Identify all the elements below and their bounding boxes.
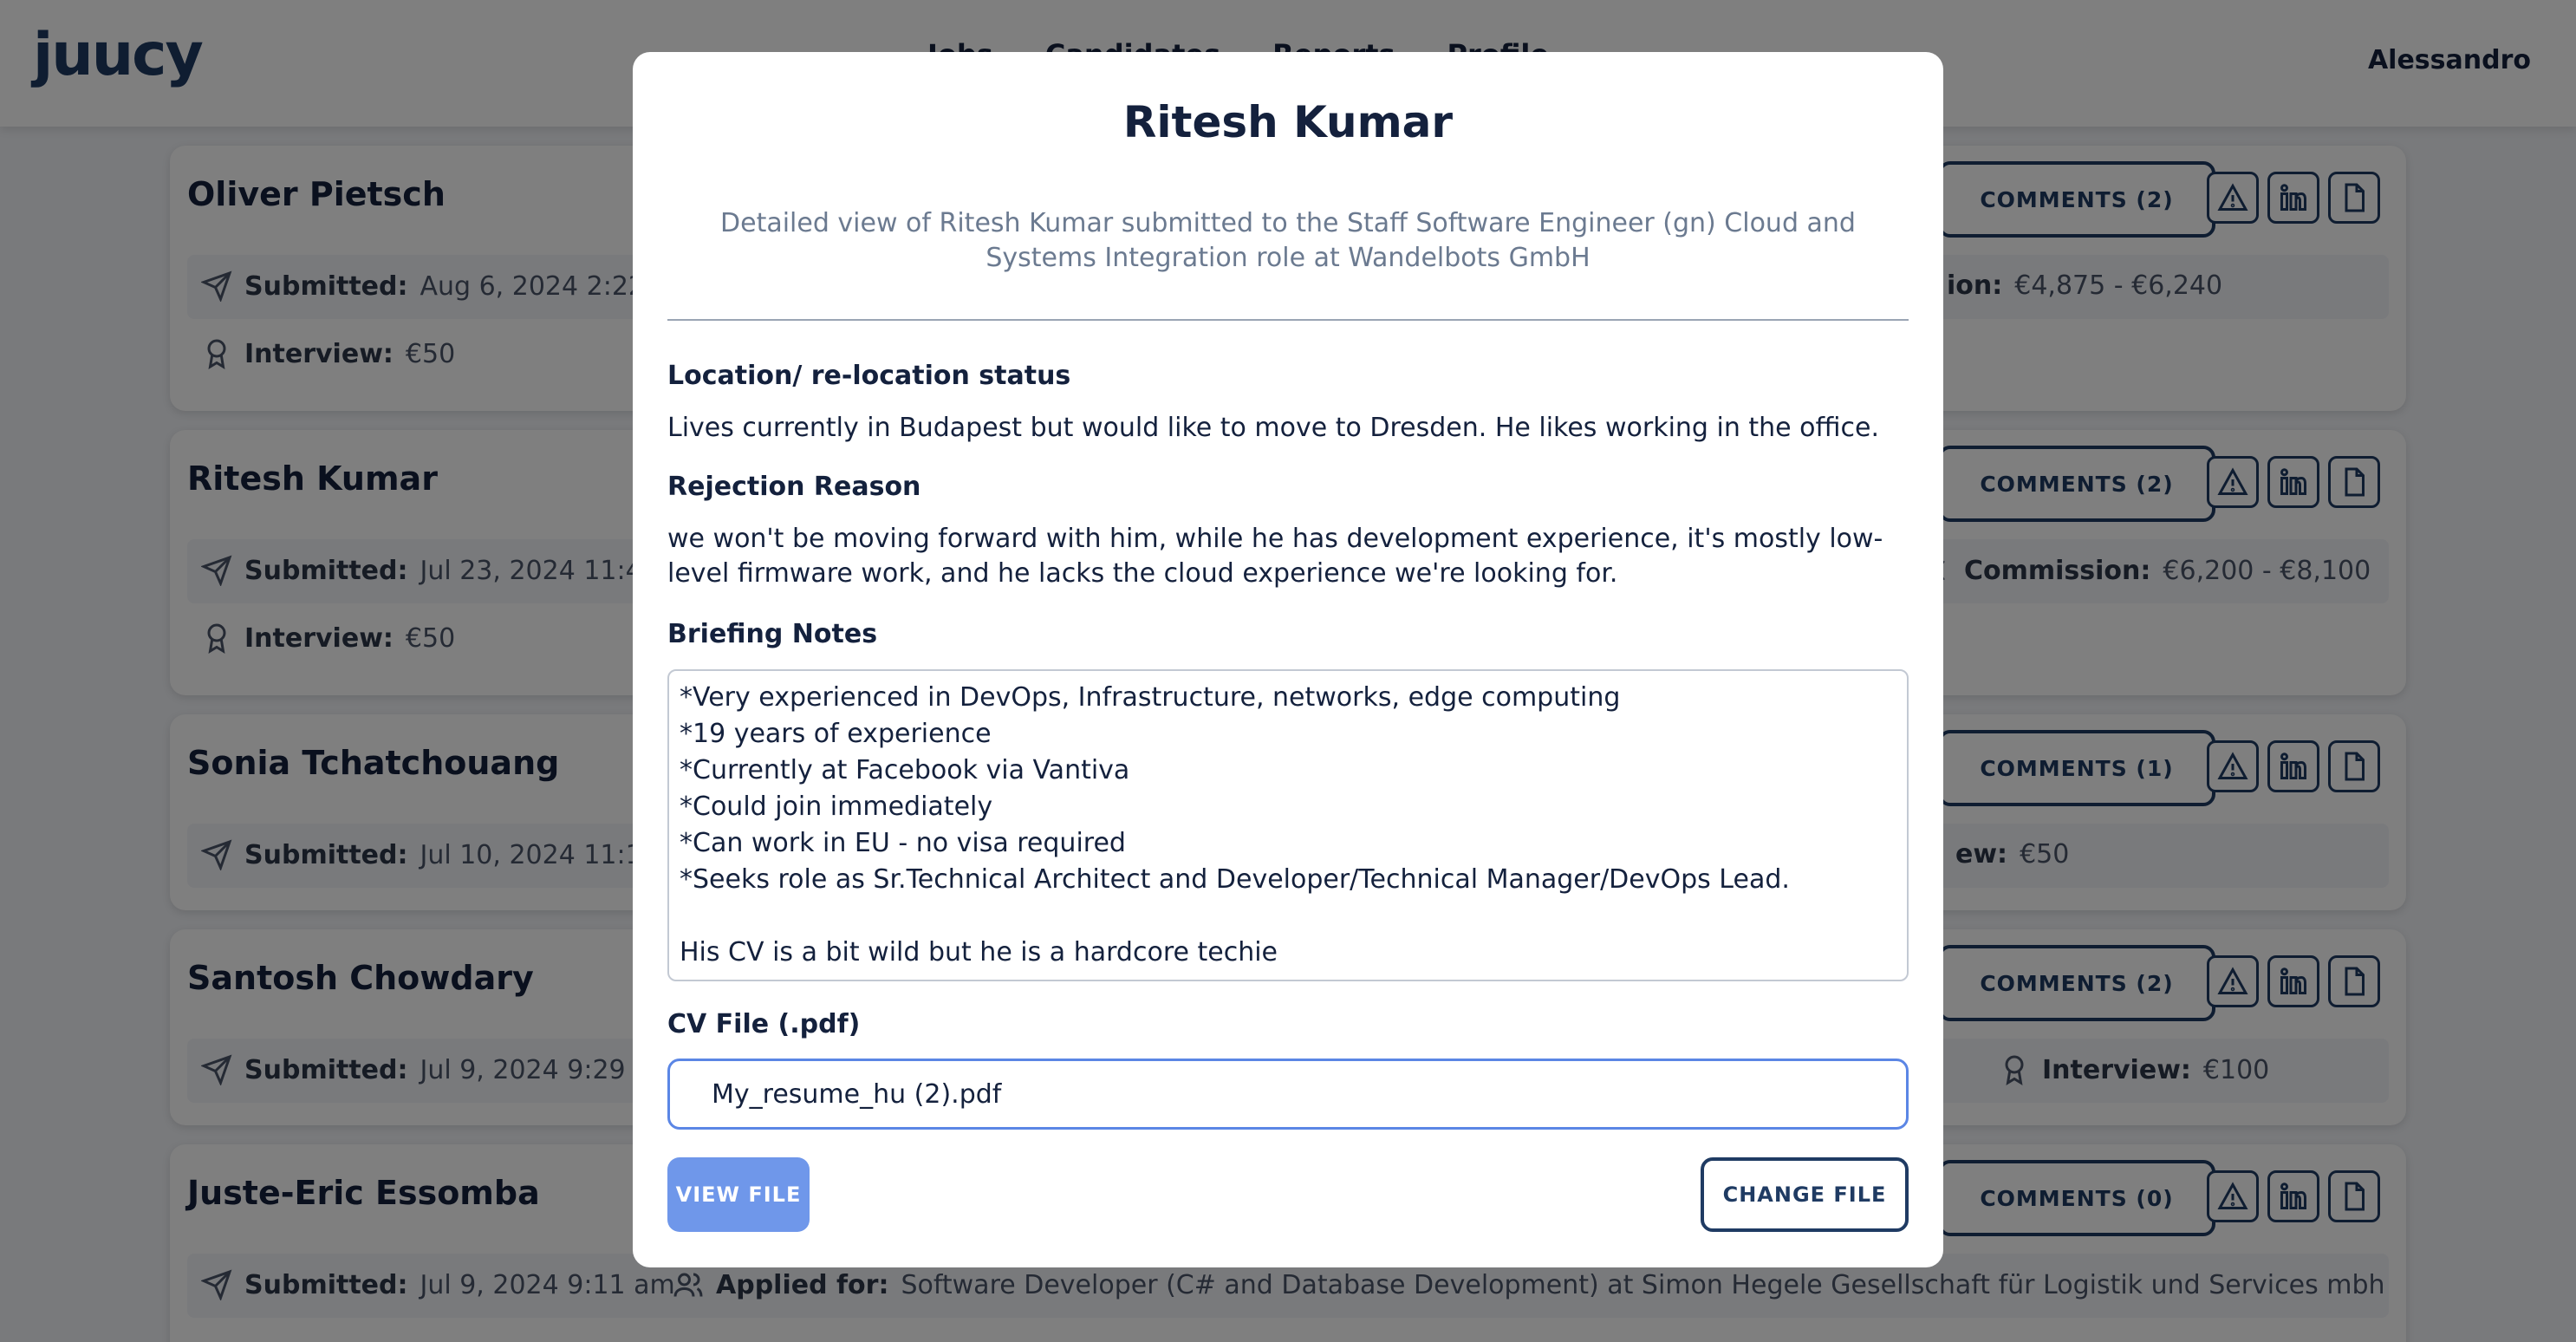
briefing-label: Briefing Notes xyxy=(667,619,878,649)
location-label: Location/ re-location status xyxy=(667,361,1071,391)
briefing-notes-textarea[interactable]: *Very experienced in DevOps, Infrastructure, networks, edge computing *19 years of experience *Currently at Facebook via Vantiva *Could join immediately *Can work in EU - no visa required *Seeks role as Sr.Technical Architect and Developer/Technical Manager/DevOps Lead. His CV is a bit wild but he is a hardcore techie xyxy=(667,669,1909,981)
view-file-button[interactable]: VIEW FILE xyxy=(667,1157,810,1232)
candidate-detail-modal xyxy=(633,52,1943,1267)
cv-file-input[interactable] xyxy=(667,1059,1909,1130)
modal-subtitle: Detailed view of Ritesh Kumar submitted to the Staff Software Engineer (gn) Cloud and Systems Integration role at Wandelbots GmbH xyxy=(720,208,1856,273)
rejection-text: we won't be moving forward with him, while he has development experience, it's mostly low-level firmware work, and he lacks the cloud experience we're looking for. xyxy=(667,524,1883,589)
cv-file-name: My_resume_hu (2).pdf xyxy=(712,1078,1002,1110)
change-file-button[interactable]: CHANGE FILE xyxy=(1701,1157,1909,1232)
location-text: Lives currently in Budapest but would like to move to Dresden. He likes working in the office. xyxy=(667,413,1880,443)
cv-file-label: CV File (.pdf) xyxy=(667,1009,861,1039)
modal-title: Ritesh Kumar xyxy=(1122,97,1454,147)
rejection-label: Rejection Reason xyxy=(667,472,921,502)
divider xyxy=(667,319,1909,321)
